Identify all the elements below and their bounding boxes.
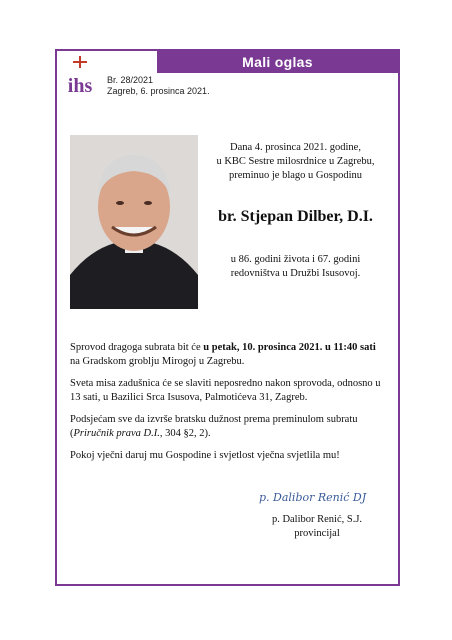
- svg-text:p. Dalibor Renić DJ: p. Dalibor Renić DJ: [259, 491, 367, 504]
- death-announcement: [203, 141, 388, 183]
- duty-text-pre: Podsjećam sve da izvrše bratsku dužnost prema preminulom subratu (: [70, 414, 358, 439]
- signer-name: p. Dalibor Renić, S.J.: [271, 514, 363, 525]
- age-line-1: u 86. godini života i 67. godini: [230, 254, 361, 265]
- header-meta: [107, 75, 210, 97]
- duty-text-post: , 304 §2, 2).: [159, 428, 211, 439]
- signer-block: [237, 513, 397, 541]
- portrait-photo: [70, 135, 198, 309]
- funeral-text-post: na Gradskom groblju Mirogoj u Zagrebu.: [70, 356, 245, 367]
- notice-body: [70, 341, 388, 471]
- signer-title: provincijal: [294, 528, 340, 539]
- age-info: [203, 253, 388, 281]
- place-date: Zagreb, 6. prosinca 2021.: [107, 86, 210, 96]
- duty-reference: Priručnik prava D.I.: [73, 428, 160, 439]
- header-title: Mali oglas: [157, 51, 398, 73]
- ihs-logo-icon: [60, 54, 100, 98]
- announcement-line-3: preminuo je blago u Gospodinu: [229, 170, 362, 181]
- handwritten-signature: [257, 481, 377, 511]
- reference-number: Br. 28/2021: [107, 75, 154, 85]
- mass-paragraph: Sveta misa zadušnica će se slaviti neposredno nakon sprovoda, odnosno u 13 sati, u Bazilici Srca Isusova, Palmotićeva 31, Zagreb.: [70, 378, 381, 403]
- svg-text:ihs: ihs: [67, 75, 93, 97]
- age-line-2: redovništva u Družbi Isusovoj.: [230, 268, 361, 279]
- announcement-line-2: u KBC Sestre milosrdnice u Zagrebu,: [216, 156, 375, 167]
- notice-frame: [55, 49, 400, 586]
- funeral-paragraph: [70, 341, 388, 369]
- portrait-illustration: [70, 135, 198, 309]
- deceased-name: br. Stjepan Dilber, D.I.: [218, 208, 373, 225]
- funeral-text-pre: Sprovod dragoga subrata bit će: [70, 342, 204, 353]
- prayer-paragraph: Pokoj vječni daruj mu Gospodine i svjetlost vječna svjetlila mu!: [70, 450, 340, 461]
- funeral-datetime: u petak, 10. prosinca 2021. u 11:40 sati: [203, 342, 376, 353]
- duty-paragraph: [70, 413, 388, 441]
- announcement-line-1: Dana 4. prosinca 2021. godine,: [230, 142, 361, 153]
